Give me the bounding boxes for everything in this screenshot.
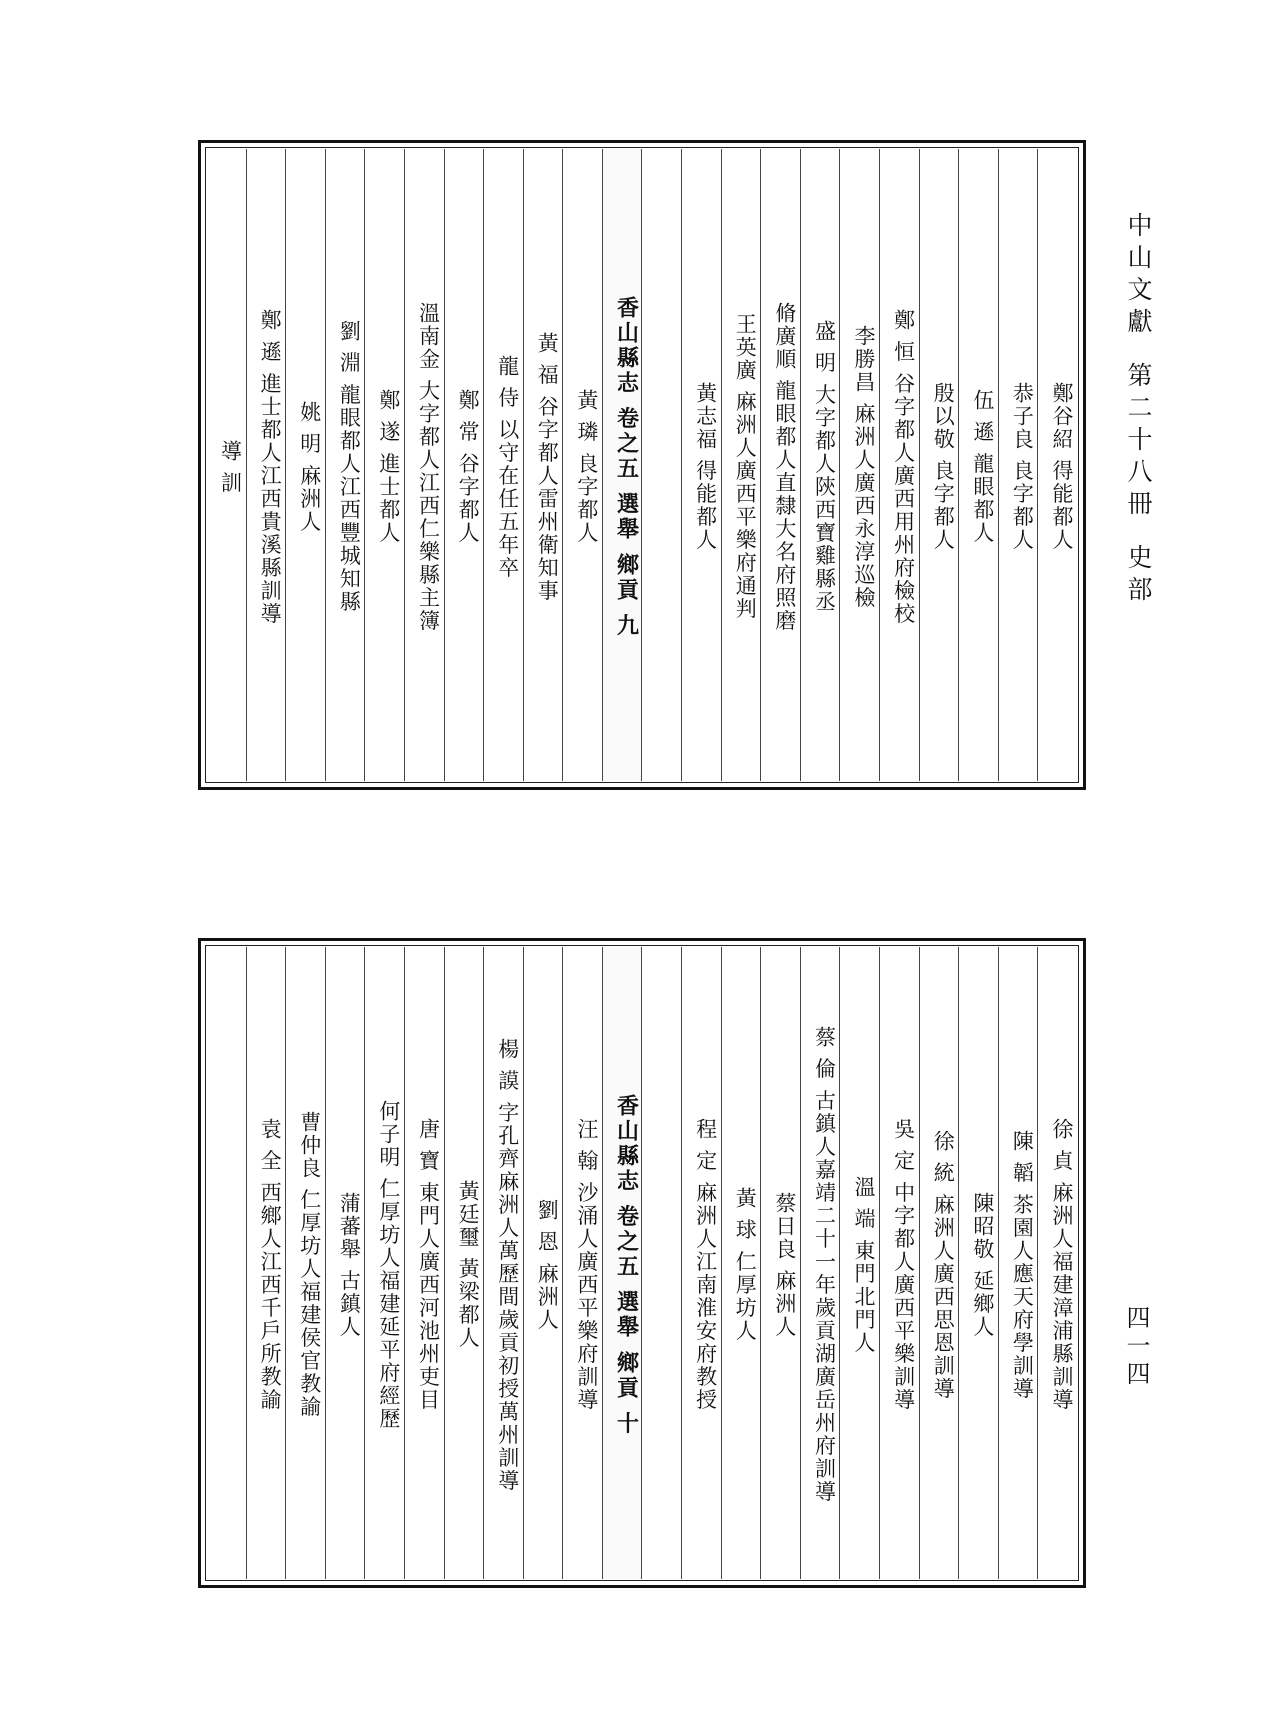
text-column (919, 947, 959, 1579)
text-column (444, 149, 484, 781)
text-column (641, 947, 681, 1579)
column-text: 劉 淵 龍眼都人江西豐城知縣 (337, 320, 362, 614)
column-text: 徐 統 麻洲人廣西思恩訓導 (931, 1129, 956, 1401)
column-text: 陳 韜 茶園人應天府學訓導 (1010, 1129, 1035, 1401)
text-column (760, 149, 800, 781)
text-column (681, 947, 721, 1579)
column-text: 鄭 常 谷字都人 (456, 389, 481, 545)
column-text: 李勝昌 麻洲人廣西永淳巡檢 (852, 324, 877, 610)
column-text: 楊 謨 字孔齊麻洲人萬歷間歲貢初授萬州訓導 (495, 1037, 520, 1493)
column-text: 劉 恩 麻洲人 (535, 1198, 560, 1332)
column-text: 香山縣志 卷之五 選舉 鄉貢 十 (613, 1093, 640, 1437)
text-column (404, 149, 444, 781)
column-text: 溫南金 大字都人江西仁樂縣主簿 (416, 301, 441, 633)
column-text: 王英廣 麻洲人廣西平樂府通判 (733, 313, 758, 621)
column-text: 蒲蕃舉 古鎮人 (337, 1191, 362, 1339)
center-column (602, 149, 642, 781)
column-text: 袁 全 西鄉人江西千戶所教諭 (258, 1118, 283, 1412)
text-column (839, 947, 879, 1579)
column-text: 黃 福 谷字都人雷州衛知事 (535, 331, 560, 603)
text-column (325, 947, 365, 1579)
text-column (641, 149, 681, 781)
column-text: 姚 明 麻洲人 (297, 400, 322, 534)
center-column (602, 947, 642, 1579)
column-text: 恭子良 良字都人 (1010, 382, 1035, 552)
column-text: 吳 定 中字都人廣西平樂訓導 (891, 1118, 916, 1412)
column-text: 黃志福 得能都人 (693, 382, 718, 552)
text-column (285, 149, 325, 781)
text-column (364, 149, 404, 781)
column-text: 伍 遜 龍眼都人 (970, 389, 995, 545)
top-leaf-columns (207, 149, 1077, 781)
text-column (800, 947, 840, 1579)
column-text: 黃廷璽 黃梁都人 (456, 1180, 481, 1350)
bottom-leaf-columns (207, 947, 1077, 1579)
text-column (285, 947, 325, 1579)
text-column (523, 947, 563, 1579)
bottom-leaf (198, 938, 1086, 1588)
column-text: 黃 球 仁厚坊人 (733, 1187, 758, 1343)
text-column (721, 149, 761, 781)
text-column (483, 947, 523, 1579)
column-text: 導 訓 (218, 439, 243, 495)
column-text: 程 定 麻洲人江南淮安府教授 (693, 1118, 718, 1412)
text-column (958, 149, 998, 781)
text-column (207, 947, 246, 1579)
column-text: 脩廣順 龍眼都人直隸大名府照磨 (772, 301, 797, 633)
column-text: 香山縣志 卷之五 選舉 鄉貢 九 (613, 295, 640, 639)
text-column (523, 149, 563, 781)
text-column (879, 947, 919, 1579)
section-label: 史部 (1124, 544, 1153, 608)
page-number: 四一四 (1122, 1305, 1150, 1389)
column-text: 何子明 仁厚坊人福建延平府經歷 (376, 1099, 401, 1431)
column-text: 盛 明 大字都人陝西寶雞縣丞 (812, 320, 837, 614)
text-column (444, 947, 484, 1579)
text-column (800, 149, 840, 781)
text-column (760, 947, 800, 1579)
text-column (246, 149, 286, 781)
text-column (1037, 149, 1077, 781)
column-text: 鄭 遜 進士都人江西貴溪縣訓導 (258, 308, 283, 626)
column-text: 蔡 倫 古鎮人嘉靖二十一年歲貢湖廣岳州府訓導 (812, 1026, 837, 1504)
column-text: 殷以敬 良字都人 (931, 382, 956, 552)
top-leaf (198, 140, 1086, 790)
text-column (879, 149, 919, 781)
column-text: 龍 侍 以守在任五年卒 (495, 354, 520, 580)
series-title: 中山文獻 (1124, 212, 1153, 340)
text-column (562, 947, 602, 1579)
column-text: 鄭 遂 進士都人 (376, 389, 401, 545)
text-column (681, 149, 721, 781)
text-column (839, 149, 879, 781)
volume-label: 第二十八冊 (1124, 362, 1153, 522)
column-text: 徐 貞 麻洲人福建漳浦縣訓導 (1050, 1118, 1074, 1412)
text-column (958, 947, 998, 1579)
column-text: 曹仲良 仁厚坊人福建侯官教諭 (297, 1111, 322, 1419)
column-text: 溫 端 東門北門人 (852, 1175, 877, 1355)
text-column (483, 149, 523, 781)
text-column (207, 149, 246, 781)
text-column (404, 947, 444, 1579)
text-column (1037, 947, 1077, 1579)
text-column (325, 149, 365, 781)
text-column (998, 947, 1038, 1579)
text-column (246, 947, 286, 1579)
column-text: 黃 璘 良字都人 (574, 389, 599, 545)
text-column (721, 947, 761, 1579)
column-text: 蔡日良 麻洲人 (772, 1191, 797, 1339)
column-text: 鄭谷紹 得能都人 (1050, 382, 1074, 552)
text-column (562, 149, 602, 781)
text-column (919, 149, 959, 781)
series-header (1120, 212, 1156, 608)
column-text: 汪 翰 沙涌人廣西平樂府訓導 (574, 1118, 599, 1412)
column-text: 陳昭敬 延鄉人 (970, 1191, 995, 1339)
column-text: 唐 寶 東門人廣西河池州吏目 (416, 1118, 441, 1412)
column-text: 鄭 恒 谷字都人廣西用州府檢校 (891, 308, 916, 626)
text-column (998, 149, 1038, 781)
text-column (364, 947, 404, 1579)
